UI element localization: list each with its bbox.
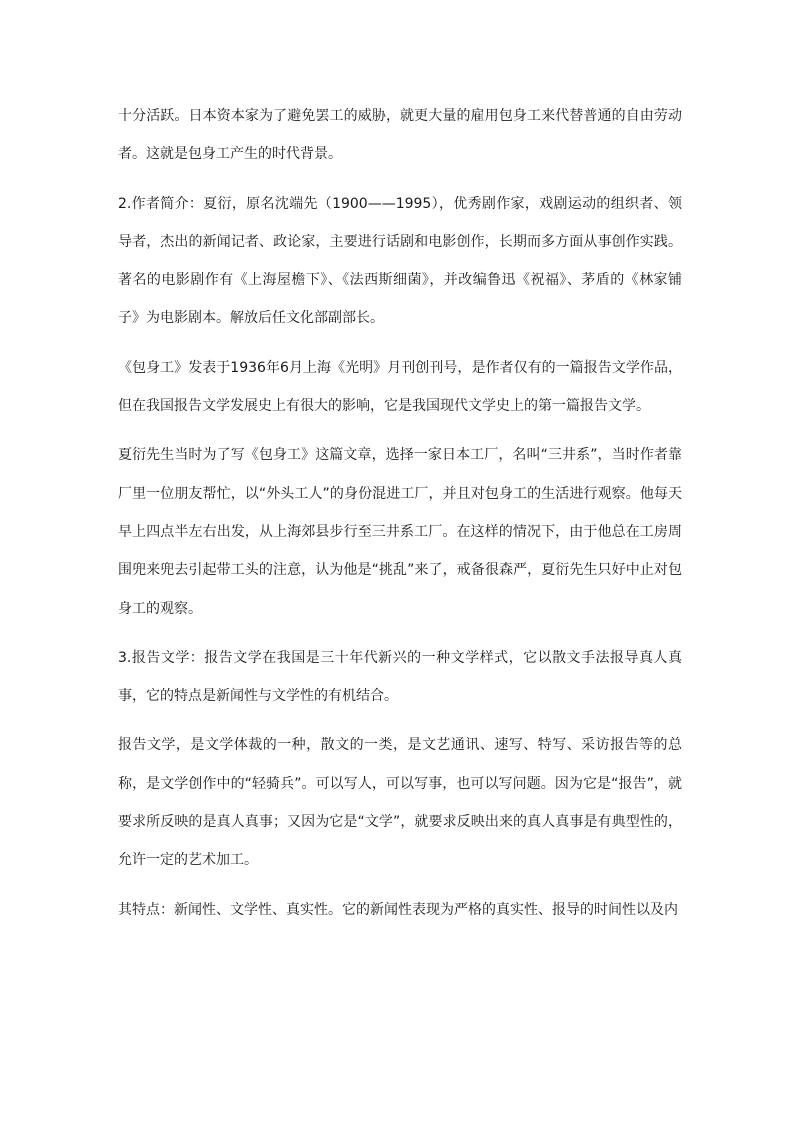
paragraph-author-intro: 2.作者简介：夏衍，原名沈端先（1900——1995），优秀剧作家，戏剧运动的组织者、领导者，杰出的新闻记者、政论家，主要进行话剧和电影创作，长期而多方面从事创作实践。著名的电影剧作有《上海屋檐下》、《法西斯细菌》，并改编鲁迅《祝福》、茅盾的《林家铺子》为电影剧本。解放后任文化部副部长。 <box>118 195 682 327</box>
paragraph-reportage-genre: 报告文学，是文学体裁的一种，散文的一类，是文艺通讯、速写、特写、采访报告等的总称，是文学创作中的“轻骑兵”。可以写人，可以写事，也可以写问题。因为它是“报告”，就要求所反映的是真人真事；又因为它是“文学”，就要求反映出来的真人真事是有典型性的，允许一定的艺术加工。 <box>118 737 682 869</box>
paragraph-reportage-features: 其特点：新闻性、文学性、真实性。它的新闻性表现为严格的真实性、报导的时间性以及内 <box>118 901 678 918</box>
paragraph-writing-story: 夏衍先生当时为了写《包身工》这篇文章，选择一家日本工厂，名叫“三井系”，当时作者靠厂里一位朋友帮忙，以“外头工人”的身份混进工厂，并且对包身工的生活进行观察。他每天早上四点半左右出发，从上海郊县步行至三井系工厂。在这样的情况下，由于他总在工房周围兜来兜去引起带工头的注意，认为他是“挑乱”来了，戒备很森严，夏衍先生只好中止对包身工的观察。 <box>118 447 682 617</box>
paragraph-background: 十分活跃。日本资本家为了避免罢工的威胁，就更大量的雇用包身工来代替普通的自由劳动者。这就是包身工产生的时代背景。 <box>118 108 682 163</box>
paragraph-reportage-definition: 3.报告文学：报告文学在我国是三十年代新兴的一种文学样式，它以散文手法报导真人真事，它的特点是新闻性与文学性的有机结合。 <box>118 649 682 705</box>
paragraph-publication: 《包身工》发表于1936年6月上海《光明》月刊创刊号，是作者仅有的一篇报告文学作品，但在我国报告文学发展史上有很大的影响，它是我国现代文学史上的第一篇报告文学。 <box>118 359 682 415</box>
document-body <box>118 97 682 940</box>
